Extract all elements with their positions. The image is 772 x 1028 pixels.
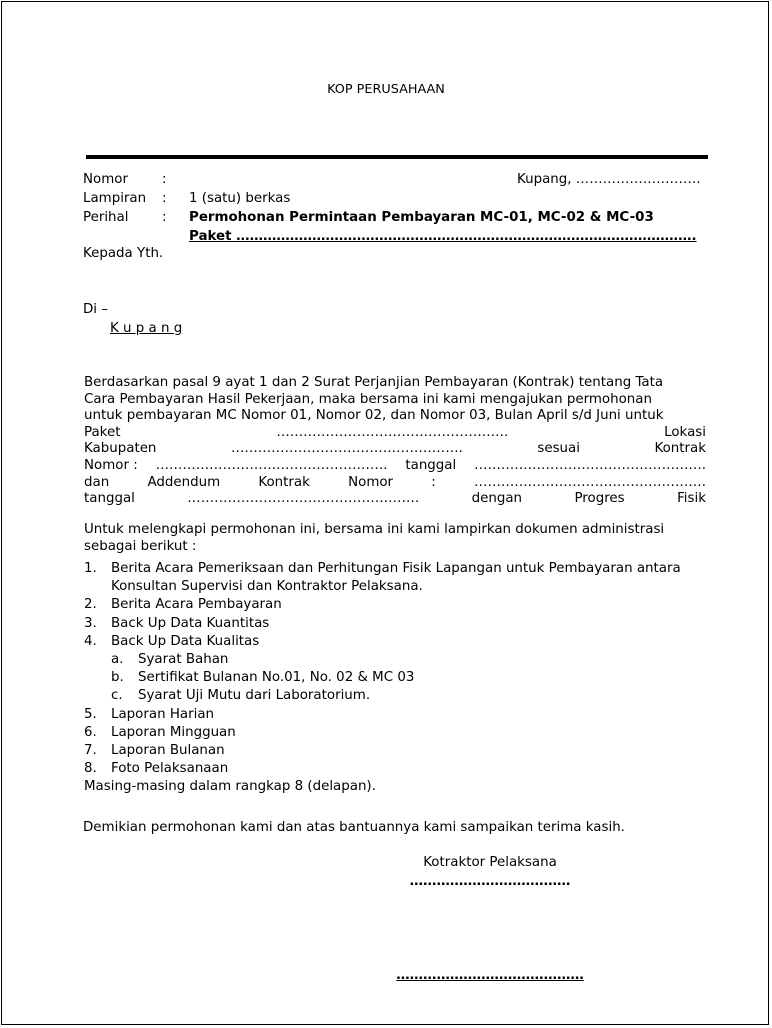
place-date: Kupang, ………………………. xyxy=(517,172,701,187)
recipient-di: Di – xyxy=(83,302,108,317)
paragraph-request xyxy=(84,375,706,508)
recipient-kepada: Kepada Yth. xyxy=(83,246,164,261)
attachments-footer: Masing-masing dalam rangkap 8 (delapan). xyxy=(84,779,376,795)
header-divider xyxy=(86,155,708,159)
attachment-list xyxy=(84,560,706,797)
list-item: 2. Berita Acara Pembayaran xyxy=(84,597,282,613)
paragraph-line: untuk pembayaran MC Nomor 01, Nomor 02, dan Nomor 03, Bulan April s/d Juni untuk xyxy=(84,408,664,424)
lampiran-colon: : xyxy=(162,191,167,206)
perihal-subject: Permohonan Permintaan Pembayaran MC-01, MC-02 & MC-03 xyxy=(189,210,654,225)
perihal-colon: : xyxy=(162,210,167,225)
sub-list-item: b. Sertifikat Bulanan No.01, No. 02 & MC 03 xyxy=(111,670,415,686)
signature-name-line: …………………………………… xyxy=(396,968,584,983)
sub-list-item: a. Syarat Bahan xyxy=(111,652,229,668)
lampiran-label: Lampiran xyxy=(83,191,147,206)
paragraph-attachments-intro xyxy=(84,522,706,555)
perihal-label: Perihal xyxy=(83,210,129,225)
paragraph-line: Cara Pembayaran Hasil Pekerjaan, maka bersama ini kami mengajukan permohonan xyxy=(84,391,652,407)
paragraph-line-paket: Paket ……………………………………………. Lokasi xyxy=(84,424,706,440)
list-item: 4. Back Up Data Kualitas xyxy=(84,633,260,649)
signature-role: Kotraktor Pelaksana xyxy=(423,855,557,870)
page-title: KOP PERUSAHAAN xyxy=(327,82,445,97)
list-item: 5. Laporan Harian xyxy=(84,706,215,722)
lampiran-value: 1 (satu) berkas xyxy=(189,191,291,206)
closing-sentence: Demikian permohonan kami dan atas bantuannya kami sampaikan terima kasih. xyxy=(83,820,625,835)
paragraph-line-addendum: dan Addendum Kontrak Nomor : ……………………………………………. xyxy=(84,474,706,490)
paragraph-line: Berdasarkan pasal 9 ayat 1 dan 2 Surat Perjanjian Pembayaran (Kontrak) tentang Tata xyxy=(84,375,664,390)
nomor-colon: : xyxy=(162,172,167,187)
paragraph-line-tanggal: tanggal ……………………………………………. dengan Progres Fisik xyxy=(84,491,706,507)
paragraph-line-kabupaten: Kabupaten ……………………………………………. sesuai Kontrak xyxy=(84,441,706,457)
list-item: 3. Back Up Data Kuantitas xyxy=(84,615,270,631)
list-item: 1. Berita Acara Pemeriksaan dan Perhitungan Fisik Lapangan untuk Pembayaran antara xyxy=(84,561,681,576)
paragraph-line: Untuk melengkapi permohonan ini, bersama ini kami lampirkan dokumen administrasi xyxy=(84,522,665,537)
letter-page xyxy=(1,1,769,1025)
list-item: 7. Laporan Bulanan xyxy=(84,743,225,759)
perihal-paket: Paket …………………………………………………………………………………………. xyxy=(189,229,697,244)
signature-company-line: ……………………………… xyxy=(409,874,571,889)
list-item: 8. Foto Pelaksanaan xyxy=(84,761,229,777)
list-item: 6. Laporan Mingguan xyxy=(84,724,236,740)
sub-list-item: c. Syarat Uji Mutu dari Laboratorium. xyxy=(111,688,371,704)
list-item-continuation: Konsultan Supervisi dan Kontraktor Pelaksana. xyxy=(111,579,423,595)
paragraph-line-nomor: Nomor : ……………………………………………. tanggal ……………………………………………. xyxy=(84,457,706,473)
recipient-city: K u p a n g xyxy=(110,321,183,336)
nomor-label: Nomor xyxy=(83,172,128,187)
paragraph-line: sebagai berikut : xyxy=(84,538,197,554)
